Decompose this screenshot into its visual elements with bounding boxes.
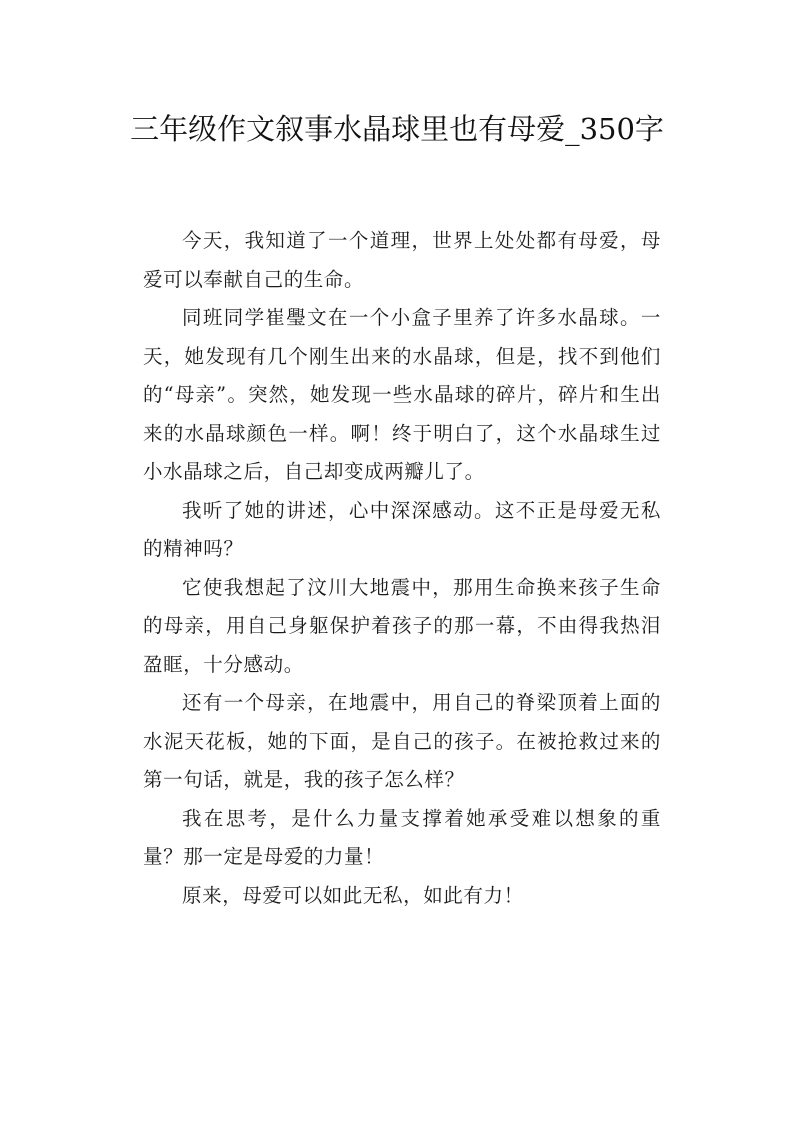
paragraph-2: 同班同学崔璺文在一个小盒子里养了许多水晶球。一天，她发现有几个刚生出来的水晶球，但是，找不到他们的“母亲”。突然，她发现一些水晶球的碎片，碎片和生出来的水晶球颜色一样。啊！终于明白了，这个水晶球生过小水晶球之后，自己却变成两瓣儿了。 [143, 306, 661, 483]
paragraph-5: 还有一个母亲，在地震中，用自己的脊梁顶着上面的水泥天花板，她的下面，是自己的孩子。在被抢救过来的第一句话，就是，我的孩子怎么样？ [143, 691, 661, 791]
paragraph-6: 我在思考，是什么力量支撑着她承受难以想象的重量？那一定是母爱的力量！ [143, 806, 661, 868]
paragraph-3: 我听了她的讲述，心中深深感动。这不正是母爱无私的精神吗？ [143, 498, 661, 560]
paragraph-1: 今天，我知道了一个道理，世界上处处都有母爱，母爱可以奉献自己的生命。 [143, 229, 661, 291]
document-title: 三年级作文叙事水晶球里也有母爱_350字 [130, 112, 664, 146]
paragraph-7: 原来，母爱可以如此无私，如此有力！ [182, 883, 524, 907]
document-body [143, 222, 661, 915]
paragraph-4: 它使我想起了汶川大地震中，那用生命换来孩子生命的母亲，用自己身躯保护着孩子的那一幕，不由得我热泪盈眶，十分感动。 [143, 575, 661, 676]
